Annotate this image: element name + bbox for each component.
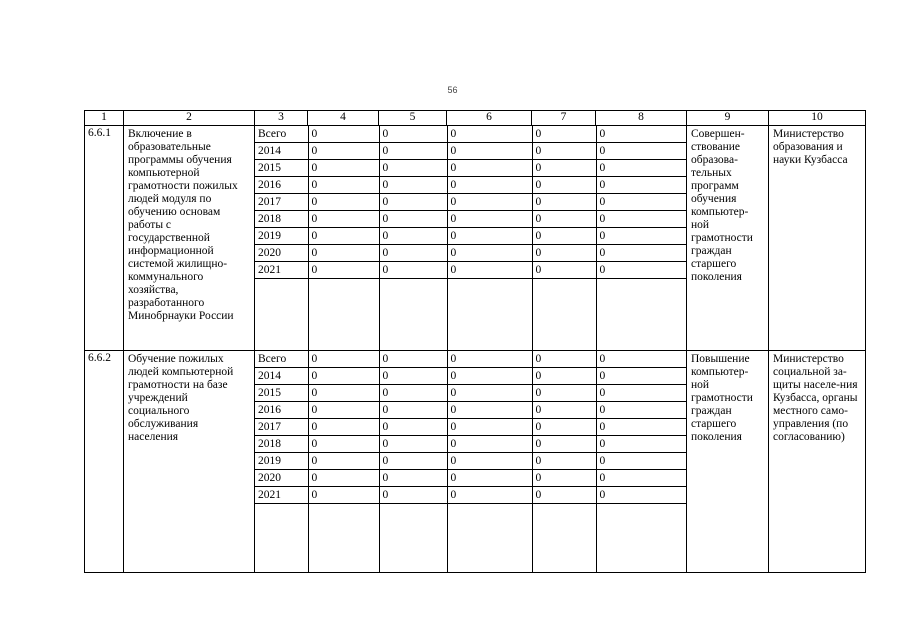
measure-description: Обучение пожилых людей компьютерной грамотности на базе учреждений социального обслуживания населения bbox=[124, 351, 255, 573]
funding-value: 0 bbox=[379, 143, 447, 160]
column-header: 5 bbox=[379, 111, 447, 126]
empty-cell bbox=[447, 279, 532, 351]
year-row bbox=[255, 436, 687, 453]
funding-value: 0 bbox=[532, 143, 596, 160]
year-row bbox=[255, 160, 687, 177]
year-row bbox=[255, 419, 687, 436]
year-row bbox=[255, 143, 687, 160]
empty-cell bbox=[255, 279, 308, 351]
funding-value: 0 bbox=[447, 351, 532, 368]
funding-value: 0 bbox=[379, 402, 447, 419]
funding-by-year bbox=[255, 351, 687, 573]
program-table bbox=[84, 110, 866, 573]
year-row bbox=[255, 228, 687, 245]
empty-cell bbox=[379, 279, 447, 351]
funding-value: 0 bbox=[532, 470, 596, 487]
column-header: 3 bbox=[255, 111, 308, 126]
measure-row bbox=[85, 126, 866, 351]
page-number: 56 bbox=[447, 85, 458, 95]
year-label: 2017 bbox=[255, 419, 308, 436]
year-row bbox=[255, 245, 687, 262]
year-row bbox=[255, 487, 687, 504]
funding-value: 0 bbox=[532, 402, 596, 419]
expected-result: Совершен-ствование образова-тельных программ обучения компьютер-ной грамотности граждан старшего поколения bbox=[687, 126, 769, 351]
funding-value: 0 bbox=[379, 245, 447, 262]
funding-value: 0 bbox=[596, 126, 687, 143]
funding-value: 0 bbox=[308, 245, 379, 262]
column-number-header bbox=[85, 111, 866, 126]
empty-cell bbox=[596, 504, 687, 573]
funding-value: 0 bbox=[379, 385, 447, 402]
funding-value: 0 bbox=[379, 419, 447, 436]
year-label: 2021 bbox=[255, 262, 308, 279]
funding-value: 0 bbox=[532, 368, 596, 385]
funding-value: 0 bbox=[596, 436, 687, 453]
funding-value: 0 bbox=[596, 228, 687, 245]
funding-value: 0 bbox=[379, 126, 447, 143]
funding-value: 0 bbox=[379, 368, 447, 385]
column-header: 6 bbox=[447, 111, 532, 126]
funding-value: 0 bbox=[308, 351, 379, 368]
year-label: 2014 bbox=[255, 143, 308, 160]
funding-value: 0 bbox=[596, 351, 687, 368]
funding-value: 0 bbox=[308, 160, 379, 177]
year-label: 2015 bbox=[255, 385, 308, 402]
funding-value: 0 bbox=[447, 402, 532, 419]
empty-cell bbox=[596, 279, 687, 351]
funding-value: 0 bbox=[447, 245, 532, 262]
funding-by-year bbox=[255, 126, 687, 351]
funding-value: 0 bbox=[596, 177, 687, 194]
funding-value: 0 bbox=[447, 228, 532, 245]
funding-value: 0 bbox=[532, 211, 596, 228]
funding-value: 0 bbox=[447, 160, 532, 177]
funding-value: 0 bbox=[379, 262, 447, 279]
funding-value: 0 bbox=[308, 368, 379, 385]
funding-value: 0 bbox=[379, 453, 447, 470]
funding-value: 0 bbox=[447, 368, 532, 385]
funding-value: 0 bbox=[308, 143, 379, 160]
year-label: Всего bbox=[255, 351, 308, 368]
funding-value: 0 bbox=[532, 126, 596, 143]
year-label: 2016 bbox=[255, 177, 308, 194]
funding-value: 0 bbox=[447, 487, 532, 504]
year-row bbox=[255, 177, 687, 194]
funding-table bbox=[255, 351, 687, 572]
funding-value: 0 bbox=[596, 262, 687, 279]
funding-value: 0 bbox=[379, 177, 447, 194]
funding-value: 0 bbox=[596, 419, 687, 436]
funding-value: 0 bbox=[532, 453, 596, 470]
funding-value: 0 bbox=[447, 143, 532, 160]
measure-code: 6.6.1 bbox=[85, 126, 124, 351]
empty-cell bbox=[255, 504, 308, 573]
funding-value: 0 bbox=[596, 453, 687, 470]
funding-value: 0 bbox=[379, 194, 447, 211]
year-row bbox=[255, 385, 687, 402]
year-row bbox=[255, 351, 687, 368]
year-row bbox=[255, 262, 687, 279]
year-label: Всего bbox=[255, 126, 308, 143]
year-label: 2019 bbox=[255, 228, 308, 245]
column-header: 4 bbox=[308, 111, 379, 126]
column-header: 8 bbox=[596, 111, 687, 126]
funding-value: 0 bbox=[379, 487, 447, 504]
year-label: 2018 bbox=[255, 211, 308, 228]
responsible-executor: Министерство социальной за-щиты населе-ния Кузбасса, органы местного само-управления (по согласованию) bbox=[769, 351, 866, 573]
empty-cell bbox=[379, 504, 447, 573]
year-spacer bbox=[255, 279, 687, 351]
funding-value: 0 bbox=[596, 470, 687, 487]
column-header: 1 bbox=[85, 111, 124, 126]
funding-value: 0 bbox=[447, 211, 532, 228]
funding-value: 0 bbox=[379, 211, 447, 228]
funding-value: 0 bbox=[308, 470, 379, 487]
funding-value: 0 bbox=[596, 245, 687, 262]
funding-value: 0 bbox=[532, 351, 596, 368]
year-row bbox=[255, 368, 687, 385]
year-label: 2015 bbox=[255, 160, 308, 177]
funding-value: 0 bbox=[596, 368, 687, 385]
funding-value: 0 bbox=[532, 177, 596, 194]
funding-value: 0 bbox=[447, 470, 532, 487]
funding-value: 0 bbox=[308, 262, 379, 279]
responsible-executor: Министерство образования и науки Кузбасса bbox=[769, 126, 866, 351]
funding-value: 0 bbox=[379, 351, 447, 368]
measure-code: 6.6.2 bbox=[85, 351, 124, 573]
funding-value: 0 bbox=[596, 143, 687, 160]
funding-value: 0 bbox=[308, 402, 379, 419]
funding-value: 0 bbox=[379, 470, 447, 487]
empty-cell bbox=[308, 504, 379, 573]
funding-value: 0 bbox=[308, 487, 379, 504]
funding-value: 0 bbox=[596, 194, 687, 211]
funding-value: 0 bbox=[596, 402, 687, 419]
empty-cell bbox=[308, 279, 379, 351]
funding-value: 0 bbox=[447, 262, 532, 279]
year-row bbox=[255, 470, 687, 487]
year-row bbox=[255, 402, 687, 419]
year-row bbox=[255, 126, 687, 143]
funding-value: 0 bbox=[447, 385, 532, 402]
year-label: 2016 bbox=[255, 402, 308, 419]
year-label: 2018 bbox=[255, 436, 308, 453]
column-header: 10 bbox=[769, 111, 866, 126]
funding-value: 0 bbox=[308, 419, 379, 436]
funding-value: 0 bbox=[532, 487, 596, 504]
funding-value: 0 bbox=[308, 211, 379, 228]
funding-value: 0 bbox=[308, 228, 379, 245]
year-row bbox=[255, 453, 687, 470]
measure-description: Включение в образовательные программы обучения компьютерной грамотности пожилых людей модуля по обучению основам работы с государственной информационной системой жилищно-коммунального хозяйства, разработанного Минобрнауки России bbox=[124, 126, 255, 351]
year-spacer bbox=[255, 504, 687, 573]
year-label: 2020 bbox=[255, 245, 308, 262]
funding-value: 0 bbox=[308, 194, 379, 211]
year-label: 2020 bbox=[255, 470, 308, 487]
year-row bbox=[255, 194, 687, 211]
funding-value: 0 bbox=[447, 436, 532, 453]
funding-value: 0 bbox=[532, 160, 596, 177]
empty-cell bbox=[532, 504, 596, 573]
column-header: 2 bbox=[124, 111, 255, 126]
funding-value: 0 bbox=[532, 419, 596, 436]
funding-value: 0 bbox=[532, 436, 596, 453]
funding-value: 0 bbox=[379, 436, 447, 453]
column-header: 7 bbox=[532, 111, 596, 126]
funding-value: 0 bbox=[308, 436, 379, 453]
funding-value: 0 bbox=[596, 160, 687, 177]
column-header: 9 bbox=[687, 111, 769, 126]
funding-value: 0 bbox=[596, 487, 687, 504]
empty-cell bbox=[532, 279, 596, 351]
funding-value: 0 bbox=[532, 262, 596, 279]
funding-value: 0 bbox=[532, 194, 596, 211]
funding-value: 0 bbox=[447, 419, 532, 436]
year-row bbox=[255, 211, 687, 228]
funding-value: 0 bbox=[447, 177, 532, 194]
funding-table bbox=[255, 126, 687, 350]
expected-result: Повышение компьютер-ной грамотности граждан старшего поколения bbox=[687, 351, 769, 573]
year-label: 2017 bbox=[255, 194, 308, 211]
measure-row bbox=[85, 351, 866, 573]
funding-value: 0 bbox=[532, 228, 596, 245]
year-label: 2019 bbox=[255, 453, 308, 470]
empty-cell bbox=[447, 504, 532, 573]
funding-value: 0 bbox=[596, 385, 687, 402]
funding-value: 0 bbox=[308, 177, 379, 194]
year-label: 2021 bbox=[255, 487, 308, 504]
funding-value: 0 bbox=[308, 385, 379, 402]
funding-value: 0 bbox=[596, 211, 687, 228]
year-label: 2014 bbox=[255, 368, 308, 385]
funding-value: 0 bbox=[447, 194, 532, 211]
funding-value: 0 bbox=[379, 228, 447, 245]
funding-value: 0 bbox=[379, 160, 447, 177]
funding-value: 0 bbox=[447, 126, 532, 143]
funding-value: 0 bbox=[532, 385, 596, 402]
funding-value: 0 bbox=[447, 453, 532, 470]
funding-value: 0 bbox=[308, 126, 379, 143]
funding-value: 0 bbox=[532, 245, 596, 262]
funding-value: 0 bbox=[308, 453, 379, 470]
